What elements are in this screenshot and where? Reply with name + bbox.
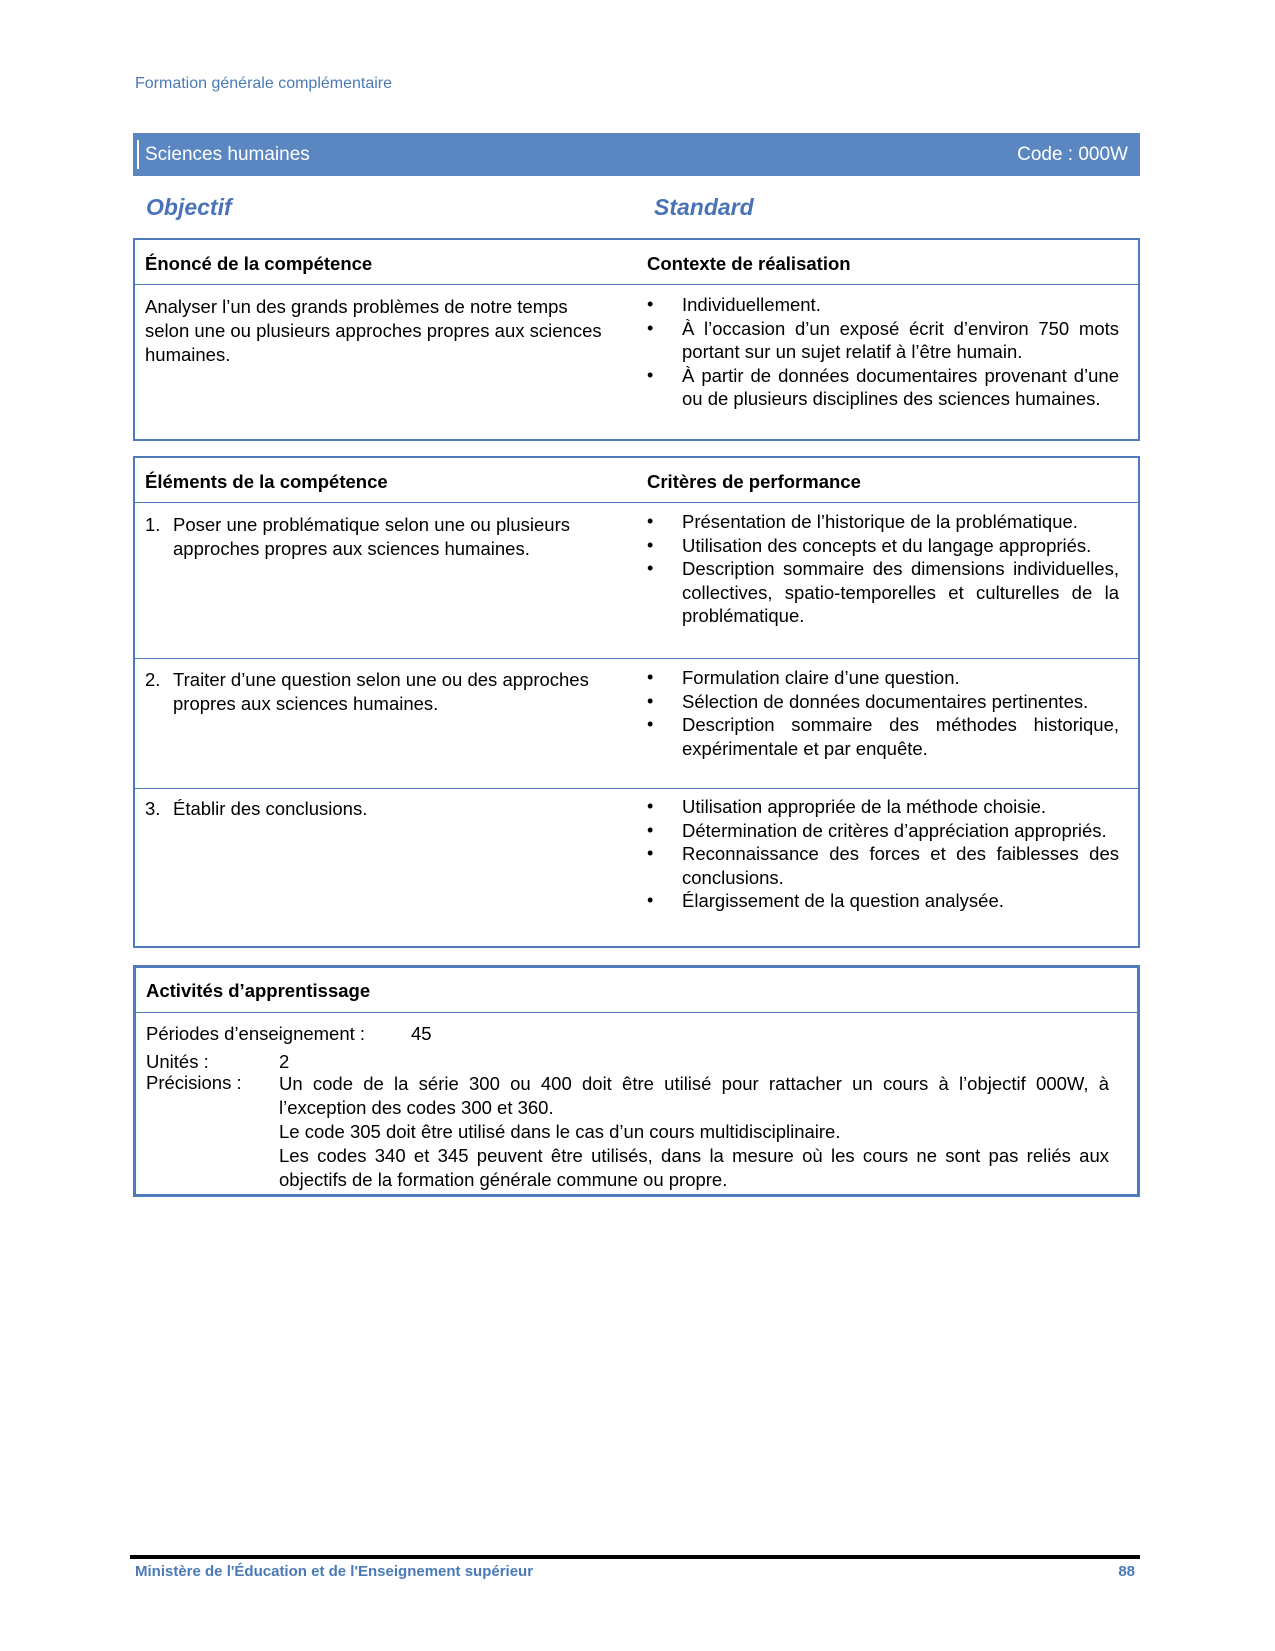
element-text: 1. Poser une problématique selon une ou plusieurs approches propres aux sciences humaines. — [145, 514, 570, 559]
criterion-item: • Présentation de l’historique de la problématique. — [647, 510, 1119, 534]
context-item: • À l’occasion d’un exposé écrit d’environ 750 mots portant sur un sujet relatif à l’être humain. — [647, 317, 1119, 364]
title-bar — [133, 133, 1140, 176]
criteria-list — [647, 666, 1119, 760]
criterion-item: • Formulation claire d’une question. — [647, 666, 1119, 690]
page-number: 88 — [1118, 1563, 1135, 1580]
context-header: Contexte de réalisation — [647, 253, 851, 274]
periods-label: Périodes d’enseignement : — [146, 1023, 366, 1044]
element-number: 3. — [145, 798, 161, 819]
precisions-text — [279, 1072, 1109, 1192]
learning-activities-box — [133, 965, 1140, 1197]
precision-paragraph: Les codes 340 et 345 peuvent être utilisés, dans la mesure où les cours ne sont pas reliés aux objectifs de la formation générale commune ou propre. — [279, 1145, 1109, 1190]
competence-header-row — [135, 240, 1138, 284]
precision-paragraph: Le code 305 doit être utilisé dans le cas d’un cours multidisciplinaire. — [279, 1121, 841, 1142]
competence-statement-header: Énoncé de la compétence — [145, 253, 373, 274]
element-row — [135, 658, 1138, 788]
criterion-item: • Description sommaire des méthodes historique, expérimentale et par enquête. — [647, 713, 1119, 760]
criterion-item: • Description sommaire des dimensions individuelles, collectives, spatio-temporelles et culturelles de la problématique. — [647, 557, 1119, 628]
course-code: Code : 000W — [1017, 143, 1128, 165]
criterion-item: • Élargissement de la question analysée. — [647, 889, 1119, 913]
objectif-heading: Objectif — [146, 194, 232, 220]
criterion-item: • Sélection de données documentaires pertinentes. — [647, 690, 1119, 714]
element-row — [135, 788, 1138, 947]
context-item: • Individuellement. — [647, 293, 1119, 317]
element-number: 2. — [145, 669, 161, 690]
precision-paragraph: Un code de la série 300 ou 400 doit être utilisé pour rattacher un cours à l’objectif 000W, à l’exception des codes 300 et 360. — [279, 1073, 1109, 1118]
element-row — [135, 502, 1138, 658]
criterion-item: • Utilisation appropriée de la méthode choisie. — [647, 795, 1119, 819]
divider — [136, 1012, 1137, 1013]
criteria-list — [647, 510, 1119, 628]
element-text: 2. Traiter d’une question selon une ou des approches propres aux sciences humaines. — [145, 669, 589, 714]
context-list-container — [647, 293, 1119, 411]
periods-value: 45 — [411, 1023, 432, 1044]
criteria-container — [647, 795, 1119, 913]
context-item: • À partir de données documentaires provenant d’une ou de plusieurs disciplines des sciences humaines. — [647, 364, 1119, 411]
activities-title: Activités d’apprentissage — [146, 980, 371, 1001]
competence-table — [133, 238, 1140, 441]
element-text: 3. Établir des conclusions. — [145, 798, 368, 819]
criteria-header: Critères de performance — [647, 471, 861, 492]
criterion-item: • Utilisation des concepts et du langage appropriés. — [647, 534, 1119, 558]
criteria-container — [647, 666, 1119, 760]
page-footer — [135, 1563, 1135, 1580]
subject-title: Sciences humaines — [145, 143, 310, 165]
standard-heading: Standard — [654, 194, 754, 220]
precisions-label: Précisions : — [146, 1072, 242, 1093]
ministry-name: Ministère de l'Éducation et de l'Enseignement supérieur — [135, 1563, 534, 1580]
criteria-container — [647, 510, 1119, 628]
units-value: 2 — [279, 1051, 290, 1072]
elements-header: Éléments de la compétence — [145, 471, 388, 492]
competence-statement: Analyser l’un des grands problèmes de notre temps selon une ou plusieurs approches propres aux sciences humaines. — [145, 296, 602, 365]
units-label: Unités : — [146, 1051, 209, 1072]
page-header: Formation générale complémentaire — [135, 75, 393, 92]
elements-table — [133, 456, 1140, 948]
context-list — [647, 293, 1119, 411]
element-number: 1. — [145, 514, 161, 535]
criterion-item: • Détermination de critères d’appréciation appropriés. — [647, 819, 1119, 843]
competence-body-row — [135, 284, 1138, 440]
criteria-list — [647, 795, 1119, 913]
criterion-item: • Reconnaissance des forces et des faiblesses des conclusions. — [647, 842, 1119, 889]
footer-rule — [130, 1555, 1140, 1559]
elements-header-row — [135, 458, 1138, 502]
